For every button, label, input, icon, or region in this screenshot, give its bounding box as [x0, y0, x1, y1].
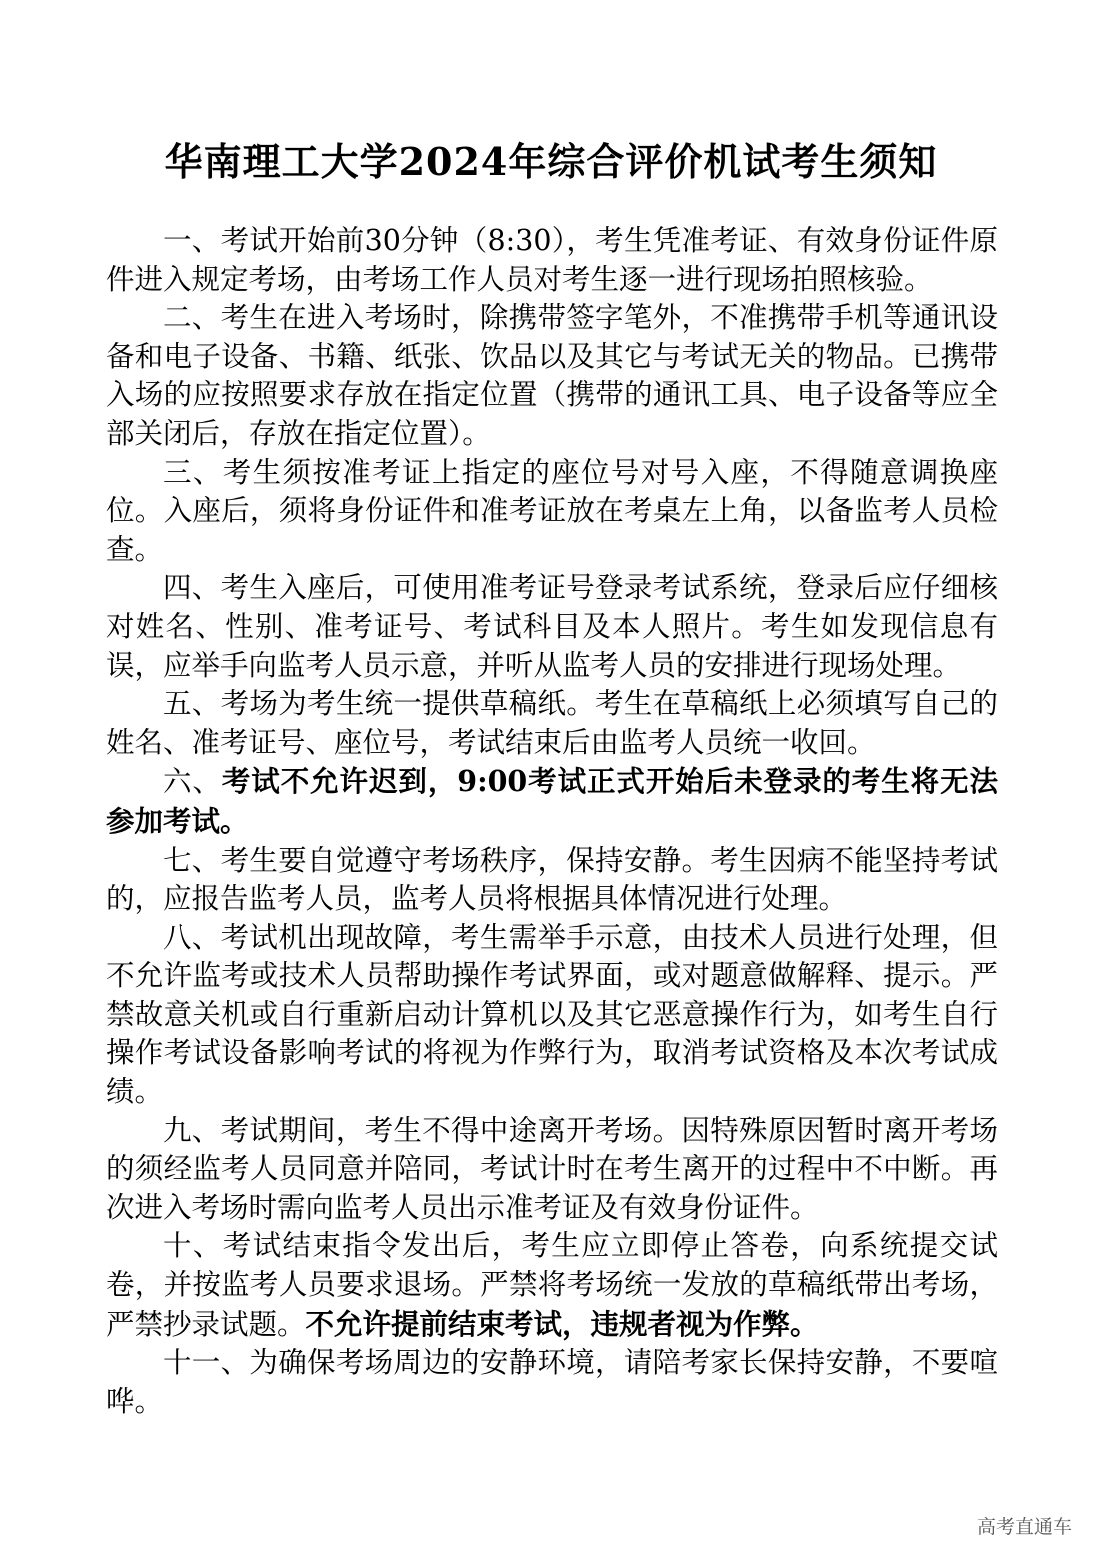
document-body — [106, 222, 998, 1421]
rule-11: 十一、为确保考场周边的安静环境，请陪考家长保持安静，不要喧哗。 — [106, 1346, 998, 1418]
rule-2: 二、考生在进入考场时，除携带签字笔外，不准携带手机等通讯设备和电子设备、书籍、纸张、饮品以及其它与考试无关的物品。已携带入场的应按照要求存放在指定位置（携带的通讯工具、电子设备等应全部关闭后，存放在指定位置）。 — [106, 301, 998, 450]
rule-10-text: 十、考试结束指令发出后，考生应立即停止答卷，向系统提交试卷，并按监考人员要求退场。严禁将考场统一发放的草稿纸带出考场，严禁抄录试题。 — [106, 1229, 998, 1341]
watermark: 高考直通车 — [976, 1516, 1072, 1538]
rule-1: 一、考试开始前30分钟（8:30），考生凭准考证、有效身份证件原件进入规定考场，由考场工作人员对考生逐一进行现场拍照核验。 — [106, 224, 998, 296]
rule-9: 九、考试期间，考生不得中途离开考场。因特殊原因暂时离开考场的须经监考人员同意并陪同，考试计时在考生离开的过程中不中断。再次进入考场时需向监考人员出示准考证及有效身份证件。 — [106, 1113, 998, 1224]
rule-4: 四、考生入座后，可使用准考证号登录考试系统，登录后应仔细核对姓名、性别、准考证号、考试科目及本人照片。考生如发现信息有误，应举手向监考人员示意，并听从监考人员的安排进行现场处理。 — [106, 571, 998, 682]
rule-10 — [106, 1227, 998, 1344]
rule-6-number: 六、 — [163, 765, 222, 799]
rule-3: 三、考生须按准考证上指定的座位号对号入座，不得随意调换座位。入座后，须将身份证件和准考证放在考桌左上角，以备监考人员检查。 — [106, 455, 998, 566]
document-title: 华南理工大学2024年综合评价机试考生须知 — [164, 139, 938, 184]
rule-6-bold-text: 考试不允许迟到，9:00考试正式开始后未登录的考生将无法参加考试。 — [106, 764, 998, 838]
rule-6 — [106, 762, 998, 841]
rule-5: 五、考场为考生统一提供草稿纸。考生在草稿纸上必须填写自己的姓名、准考证号、座位号，考试结束后由监考人员统一收回。 — [106, 687, 998, 759]
rule-10-bold-text: 不允许提前结束考试，违规者视为作弊。 — [305, 1306, 819, 1341]
rule-7: 七、考生要自觉遵守考场秩序，保持安静。考生因病不能坚持考试的，应报告监考人员，监考人员将根据具体情况进行处理。 — [106, 843, 998, 916]
rule-8: 八、考试机出现故障，考生需举手示意，由技术人员进行处理，但不允许监考或技术人员帮助操作考试界面，或对题意做解释、提示。严禁故意关机或自行重新启动计算机以及其它恶意操作行为，如考生自行操作考试设备影响考试的将视为作弊行为，取消考试资格及本次考试成绩。 — [106, 920, 998, 1109]
